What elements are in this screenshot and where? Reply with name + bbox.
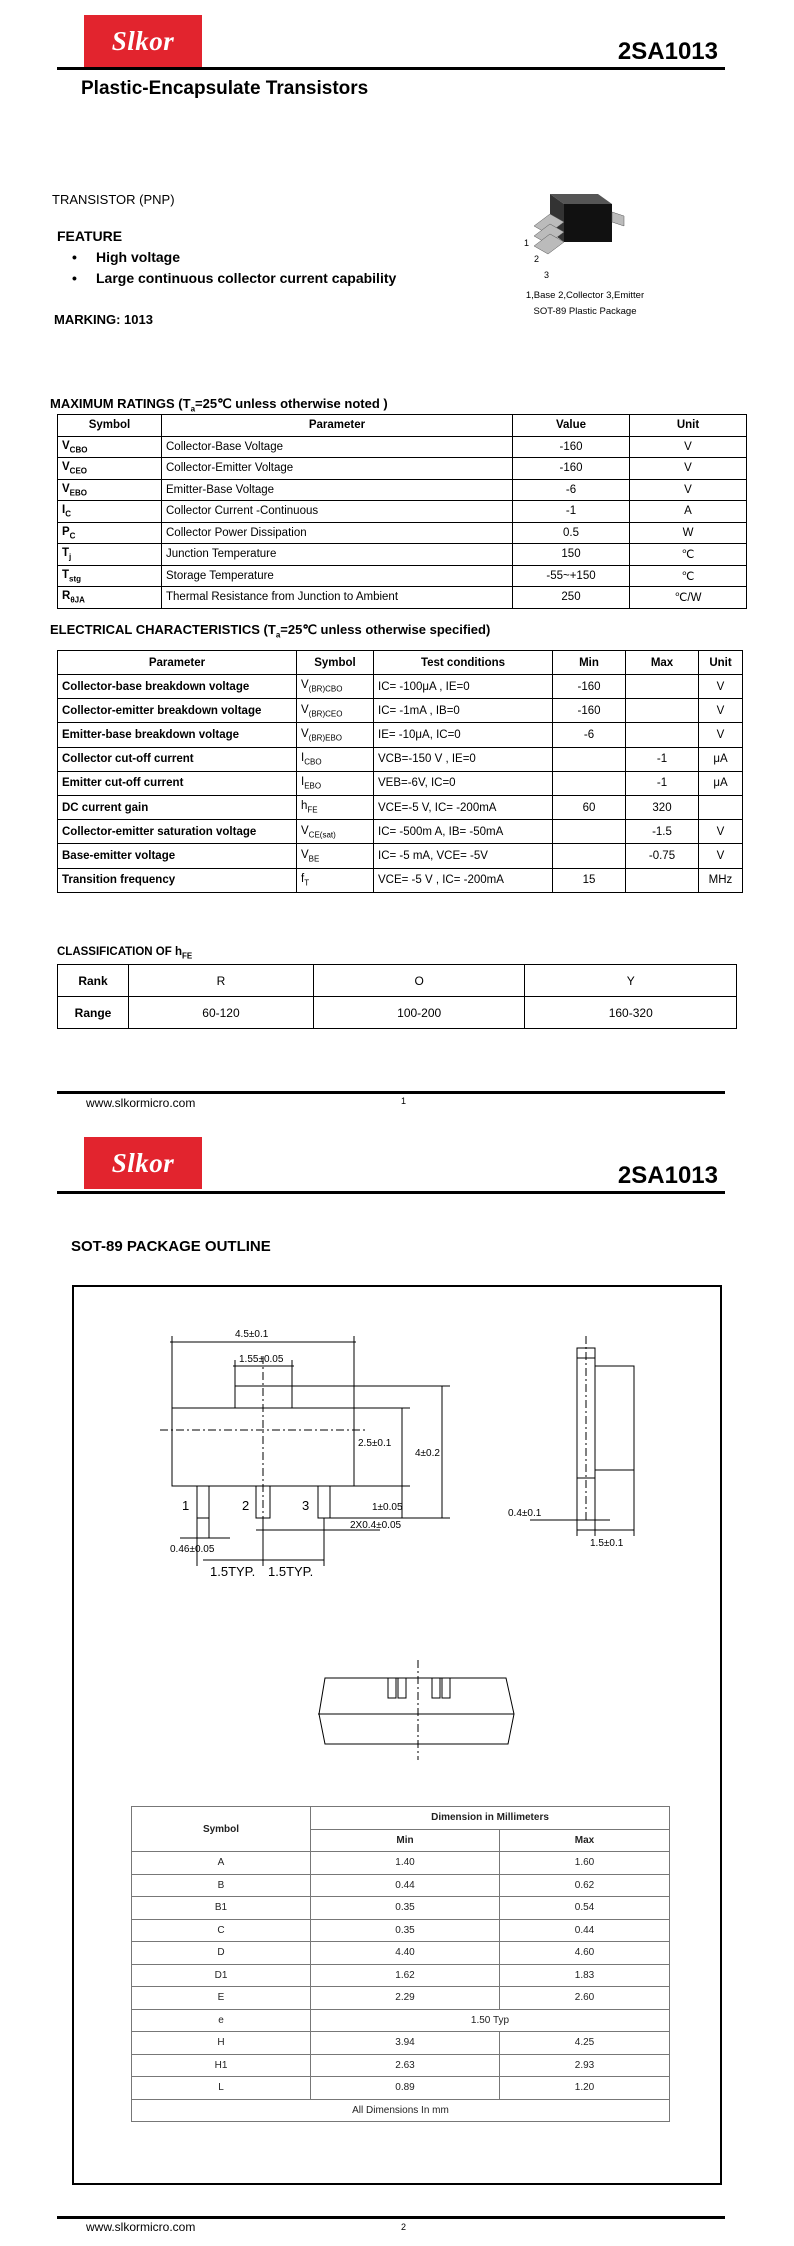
feature-heading: FEATURE: [57, 228, 123, 244]
footer-rule: [57, 2216, 725, 2219]
condition-cell: IE= -10μA, IC=0: [374, 723, 553, 747]
table-row: [132, 1897, 670, 1920]
min-cell: [553, 820, 626, 844]
symbol-letter: V: [301, 679, 309, 692]
dim-label: 1.5TYP.: [268, 1564, 314, 1579]
table-row: [132, 1852, 670, 1875]
package-caption-pins: 1,Base 2,Collector 3,Emitter: [525, 290, 645, 301]
dim-label: 0.4±0.1: [508, 1508, 542, 1519]
sot89-package-illustration: [520, 182, 640, 282]
dim-label: 4±0.2: [415, 1448, 440, 1459]
unit-cell: ℃: [630, 565, 747, 587]
parameter-cell: Collector-Emitter Voltage: [162, 458, 513, 480]
symbol-letter: R: [62, 590, 71, 603]
table-row: [132, 1919, 670, 1942]
page-subtitle: Plastic-Encapsulate Transistors: [81, 78, 369, 99]
parameter-cell: Base-emitter voltage: [58, 844, 297, 868]
dim-label: 0.46±0.05: [170, 1544, 215, 1555]
column-header: Unit: [699, 651, 743, 675]
dim-max: 1.83: [500, 1964, 670, 1987]
table-row: [58, 479, 747, 501]
table-row: [58, 747, 743, 771]
table-row: [58, 771, 743, 795]
dim-max: 1.60: [500, 1852, 670, 1875]
transistor-type: TRANSISTOR (PNP): [52, 192, 175, 207]
table-header-row: [132, 1807, 670, 1830]
symbol-letter: V: [301, 848, 309, 861]
section-title: SOT-89 PACKAGE OUTLINE: [71, 1238, 271, 1255]
value-cell: -160: [513, 458, 630, 480]
table-header-row: [58, 415, 747, 437]
symbol-cell: [58, 565, 162, 587]
dim-min: 2.63: [311, 2054, 500, 2077]
header-rule: [57, 67, 725, 70]
max-cell: -1: [626, 747, 699, 771]
table-row: [132, 1964, 670, 1987]
symbol-cell: [58, 436, 162, 458]
part-number: 2SA1013: [617, 1162, 718, 1189]
min-cell: [553, 771, 626, 795]
parameter-cell: Collector-base breakdown voltage: [58, 675, 297, 699]
symbol-cell: [58, 522, 162, 544]
dim-symbol: E: [132, 1987, 311, 2010]
parameter-cell: Junction Temperature: [162, 544, 513, 566]
symbol-subscript: j: [69, 552, 72, 562]
unit-cell: V: [699, 844, 743, 868]
dim-max: 1.20: [500, 2077, 670, 2100]
symbol-letter: V: [301, 824, 309, 837]
footer-url[interactable]: www.slkormicro.com: [86, 1096, 196, 1110]
feature-item: •: [72, 270, 77, 286]
dim-min: 0.35: [311, 1919, 500, 1942]
dim-max: 4.25: [500, 2032, 670, 2055]
symbol-letter: V: [62, 461, 70, 474]
symbol-subscript: (BR)EBO: [308, 733, 343, 743]
unit-cell: ℃: [630, 544, 747, 566]
parameter-cell: Collector-emitter breakdown voltage: [58, 699, 297, 723]
condition-cell: VCE= -5 V , IC= -200mA: [374, 868, 553, 892]
range-value: 160-320: [525, 997, 737, 1029]
dim-label: 2.5±0.1: [358, 1438, 392, 1449]
symbol-cell: [297, 820, 374, 844]
symbol-subscript: CBO: [69, 444, 88, 454]
parameter-cell: Emitter-Base Voltage: [162, 479, 513, 501]
condition-cell: IC= -500m A, IB= -50mA: [374, 820, 553, 844]
max-cell: [626, 675, 699, 699]
dim-min: 0.35: [311, 1897, 500, 1920]
rank-value: R: [129, 965, 314, 997]
condition-cell: IC= -1mA , IB=0: [374, 699, 553, 723]
condition-cell: VEB=-6V, IC=0: [374, 771, 553, 795]
min-cell: -6: [553, 723, 626, 747]
table-row: [58, 501, 747, 523]
dim-label: 4.5±0.1: [235, 1329, 269, 1340]
symbol-letter: V: [301, 703, 309, 716]
table-row: [58, 699, 743, 723]
table-row: [58, 544, 747, 566]
symbol-letter: P: [62, 525, 70, 538]
max-cell: -1: [626, 771, 699, 795]
pin-label: 3: [544, 270, 550, 280]
symbol-subscript: EBO: [69, 487, 88, 497]
symbol-cell: [297, 844, 374, 868]
unit-cell: ℃/W: [630, 587, 747, 609]
symbol-cell: [58, 501, 162, 523]
min-cell: -160: [553, 675, 626, 699]
parameter-cell: Storage Temperature: [162, 565, 513, 587]
dim-footer: All Dimensions In mm: [132, 2099, 670, 2122]
symbol-letter: V: [62, 482, 70, 495]
dim-max: 2.60: [500, 1987, 670, 2010]
dim-symbol: C: [132, 1919, 311, 1942]
classification-title: CLASSIFICATION OF $h_{FE}$: [57, 946, 193, 961]
dim-min: 2.29: [311, 1987, 500, 2010]
column-header: Test conditions: [374, 651, 553, 675]
table-row: [132, 2009, 670, 2032]
electrical-title: ELECTRICAL CHARACTERISTICS ($T_a=25℃$ unless otherwise specified): [50, 622, 491, 640]
unit-cell: MHz: [699, 868, 743, 892]
table-row: [132, 2054, 670, 2077]
rank-label: Rank: [58, 965, 129, 997]
table-row: [132, 2032, 670, 2055]
symbol-subscript: CBO: [304, 757, 322, 767]
dim-symbol: B: [132, 1874, 311, 1897]
value-cell: 250: [513, 587, 630, 609]
table-row: [58, 458, 747, 480]
parameter-cell: Emitter-base breakdown voltage: [58, 723, 297, 747]
column-header: Parameter: [58, 651, 297, 675]
range-label: Range: [58, 997, 129, 1029]
column-header: Max: [500, 1829, 670, 1852]
symbol-cell: [297, 699, 374, 723]
dim-value: 1.50 Typ: [311, 2009, 670, 2032]
range-value: 60-120: [129, 997, 314, 1029]
dim-min: 3.94: [311, 2032, 500, 2055]
condition-cell: IC= -100μA , IE=0: [374, 675, 553, 699]
footer-url[interactable]: www.slkormicro.com: [86, 2220, 196, 2234]
dim-label: 1±0.05: [372, 1502, 403, 1513]
symbol-letter: I: [62, 504, 66, 517]
value-cell: 150: [513, 544, 630, 566]
footer-rule: [57, 1091, 725, 1094]
pin-label: 1: [182, 1498, 190, 1513]
dim-min: 4.40: [311, 1942, 500, 1965]
condition-cell: IC= -5 mA, VCE= -5V: [374, 844, 553, 868]
symbol-subscript: CEO: [69, 466, 88, 476]
symbol-cell: [297, 723, 374, 747]
symbol-letter: f: [301, 872, 305, 885]
column-header: Max: [626, 651, 699, 675]
table-row: [132, 1874, 670, 1897]
pin-label: 2: [242, 1498, 250, 1513]
package-caption-name: SOT-89 Plastic Package: [533, 306, 637, 317]
min-cell: [553, 844, 626, 868]
dim-label: 1.55±0.05: [239, 1354, 284, 1365]
rank-value: O: [313, 965, 525, 997]
symbol-letter: T: [62, 547, 70, 560]
symbol-letter: V: [62, 439, 70, 452]
column-header: Min: [311, 1829, 500, 1852]
condition-cell: VCE=-5 V, IC= -200mA: [374, 795, 553, 819]
page-number: 2: [401, 2222, 407, 2232]
marking-text: MARKING: 1013: [54, 312, 153, 327]
rank-value: Y: [525, 965, 737, 997]
parameter-cell: Collector-Base Voltage: [162, 436, 513, 458]
dim-symbol: H: [132, 2032, 311, 2055]
min-cell: 60: [553, 795, 626, 819]
unit-cell: V: [630, 458, 747, 480]
range-value: 100-200: [313, 997, 525, 1029]
symbol-subscript: θJA: [70, 595, 85, 605]
max-cell: -1.5: [626, 820, 699, 844]
unit-cell: [699, 795, 743, 819]
table-row: [58, 997, 737, 1029]
column-header: Symbol: [297, 651, 374, 675]
column-header: Dimension in Millimeters: [311, 1807, 670, 1830]
symbol-cell: [297, 771, 374, 795]
unit-cell: V: [630, 436, 747, 458]
table-row: [58, 436, 747, 458]
unit-cell: μA: [699, 747, 743, 771]
table-row: [58, 522, 747, 544]
symbol-subscript: C: [69, 530, 76, 540]
table-row: [58, 820, 743, 844]
value-cell: -160: [513, 436, 630, 458]
value-cell: 0.5: [513, 522, 630, 544]
symbol-subscript: EBO: [304, 781, 322, 791]
column-header: Min: [553, 651, 626, 675]
table-row: [132, 1987, 670, 2010]
feature-item-text: High voltage: [96, 249, 181, 265]
column-header: Value: [513, 415, 630, 437]
header-rule: [57, 1191, 725, 1194]
dim-symbol: e: [132, 2009, 311, 2032]
unit-cell: A: [630, 501, 747, 523]
unit-cell: W: [630, 522, 747, 544]
table-row: [58, 587, 747, 609]
slkor-logo: Slkor: [84, 15, 202, 67]
parameter-cell: DC current gain: [58, 795, 297, 819]
symbol-subscript: (BR)CBO: [308, 684, 343, 694]
table-row: [132, 1942, 670, 1965]
dim-min: 1.40: [311, 1852, 500, 1875]
symbol-letter: I: [301, 776, 305, 789]
symbol-subscript: C: [65, 509, 71, 519]
unit-cell: V: [699, 699, 743, 723]
max-cell: [626, 868, 699, 892]
symbol-cell: [58, 479, 162, 501]
classification-table: [57, 964, 737, 1029]
min-cell: [553, 747, 626, 771]
dim-symbol: B1: [132, 1897, 311, 1920]
unit-cell: V: [699, 820, 743, 844]
dim-max: 0.44: [500, 1919, 670, 1942]
value-cell: -6: [513, 479, 630, 501]
symbol-cell: [297, 868, 374, 892]
dim-symbol: D1: [132, 1964, 311, 1987]
parameter-cell: Collector cut-off current: [58, 747, 297, 771]
value-cell: -55~+150: [513, 565, 630, 587]
symbol-cell: [58, 587, 162, 609]
table-header-row: [58, 651, 743, 675]
symbol-subscript: BE: [308, 854, 320, 864]
dim-label: 1.5±0.1: [590, 1538, 624, 1549]
feature-item: •: [72, 249, 77, 265]
dim-min: 1.62: [311, 1964, 500, 1987]
symbol-cell: [58, 544, 162, 566]
condition-cell: VCB=-150 V , IE=0: [374, 747, 553, 771]
feature-item-text: Large continuous collector current capability: [96, 270, 397, 286]
table-row: [58, 844, 743, 868]
table-row: [132, 2077, 670, 2100]
page-number: 1: [401, 1096, 407, 1106]
electrical-table: [57, 650, 743, 893]
max-ratings-table: [57, 414, 747, 609]
symbol-cell: [297, 747, 374, 771]
parameter-cell: Collector Current -Continuous: [162, 501, 513, 523]
table-row: [58, 565, 747, 587]
dim-symbol: D: [132, 1942, 311, 1965]
symbol-subscript: (BR)CEO: [308, 708, 343, 718]
symbol-letter: T: [62, 568, 70, 581]
unit-cell: V: [699, 675, 743, 699]
column-header: Symbol: [132, 1807, 311, 1852]
table-row: [58, 675, 743, 699]
symbol-subscript: T: [304, 878, 310, 888]
symbol-subscript: stg: [69, 573, 82, 583]
part-number: 2SA1013: [617, 38, 718, 65]
table-row: [58, 868, 743, 892]
dim-max: 0.62: [500, 1874, 670, 1897]
dim-min: 0.44: [311, 1874, 500, 1897]
dim-label: 2X0.4±0.05: [350, 1520, 402, 1531]
unit-cell: V: [699, 723, 743, 747]
parameter-cell: Collector-emitter saturation voltage: [58, 820, 297, 844]
dim-label: 1.5TYP.: [210, 1564, 256, 1579]
unit-cell: μA: [699, 771, 743, 795]
parameter-cell: Collector Power Dissipation: [162, 522, 513, 544]
dim-symbol: H1: [132, 2054, 311, 2077]
dim-max: 0.54: [500, 1897, 670, 1920]
dim-max: 4.60: [500, 1942, 670, 1965]
dim-symbol: A: [132, 1852, 311, 1875]
column-header: Unit: [630, 415, 747, 437]
table-row: [132, 2099, 670, 2122]
symbol-letter: V: [301, 727, 309, 740]
max-ratings-title: MAXIMUM RATINGS ($T_a=25℃$ unless otherwise noted ): [50, 396, 388, 414]
table-row: [58, 723, 743, 747]
table-row: [58, 965, 737, 997]
table-row: [58, 795, 743, 819]
max-cell: [626, 723, 699, 747]
parameter-cell: Emitter cut-off current: [58, 771, 297, 795]
symbol-subscript: CE(sat): [308, 829, 336, 839]
parameter-cell: Transition frequency: [58, 868, 297, 892]
max-cell: 320: [626, 795, 699, 819]
symbol-cell: [297, 795, 374, 819]
column-header: Symbol: [58, 415, 162, 437]
dim-min: 0.89: [311, 2077, 500, 2100]
symbol-cell: [297, 675, 374, 699]
min-cell: -160: [553, 699, 626, 723]
symbol-letter: I: [301, 752, 305, 764]
package-outline-drawing: [150, 1320, 650, 1780]
parameter-cell: Thermal Resistance from Junction to Ambient: [162, 587, 513, 609]
slkor-logo: Slkor: [84, 1137, 202, 1189]
dim-max: 2.93: [500, 2054, 670, 2077]
pin-label: 2: [534, 254, 540, 264]
pin-label: 1: [524, 238, 530, 248]
dim-symbol: L: [132, 2077, 311, 2100]
min-cell: 15: [553, 868, 626, 892]
max-cell: -0.75: [626, 844, 699, 868]
dimension-table: [131, 1806, 670, 2122]
column-header: Parameter: [162, 415, 513, 437]
pin-label: 3: [302, 1498, 310, 1513]
max-cell: [626, 699, 699, 723]
unit-cell: V: [630, 479, 747, 501]
value-cell: -1: [513, 501, 630, 523]
symbol-cell: [58, 458, 162, 480]
symbol-letter: h: [301, 800, 308, 813]
symbol-subscript: FE: [307, 805, 318, 815]
